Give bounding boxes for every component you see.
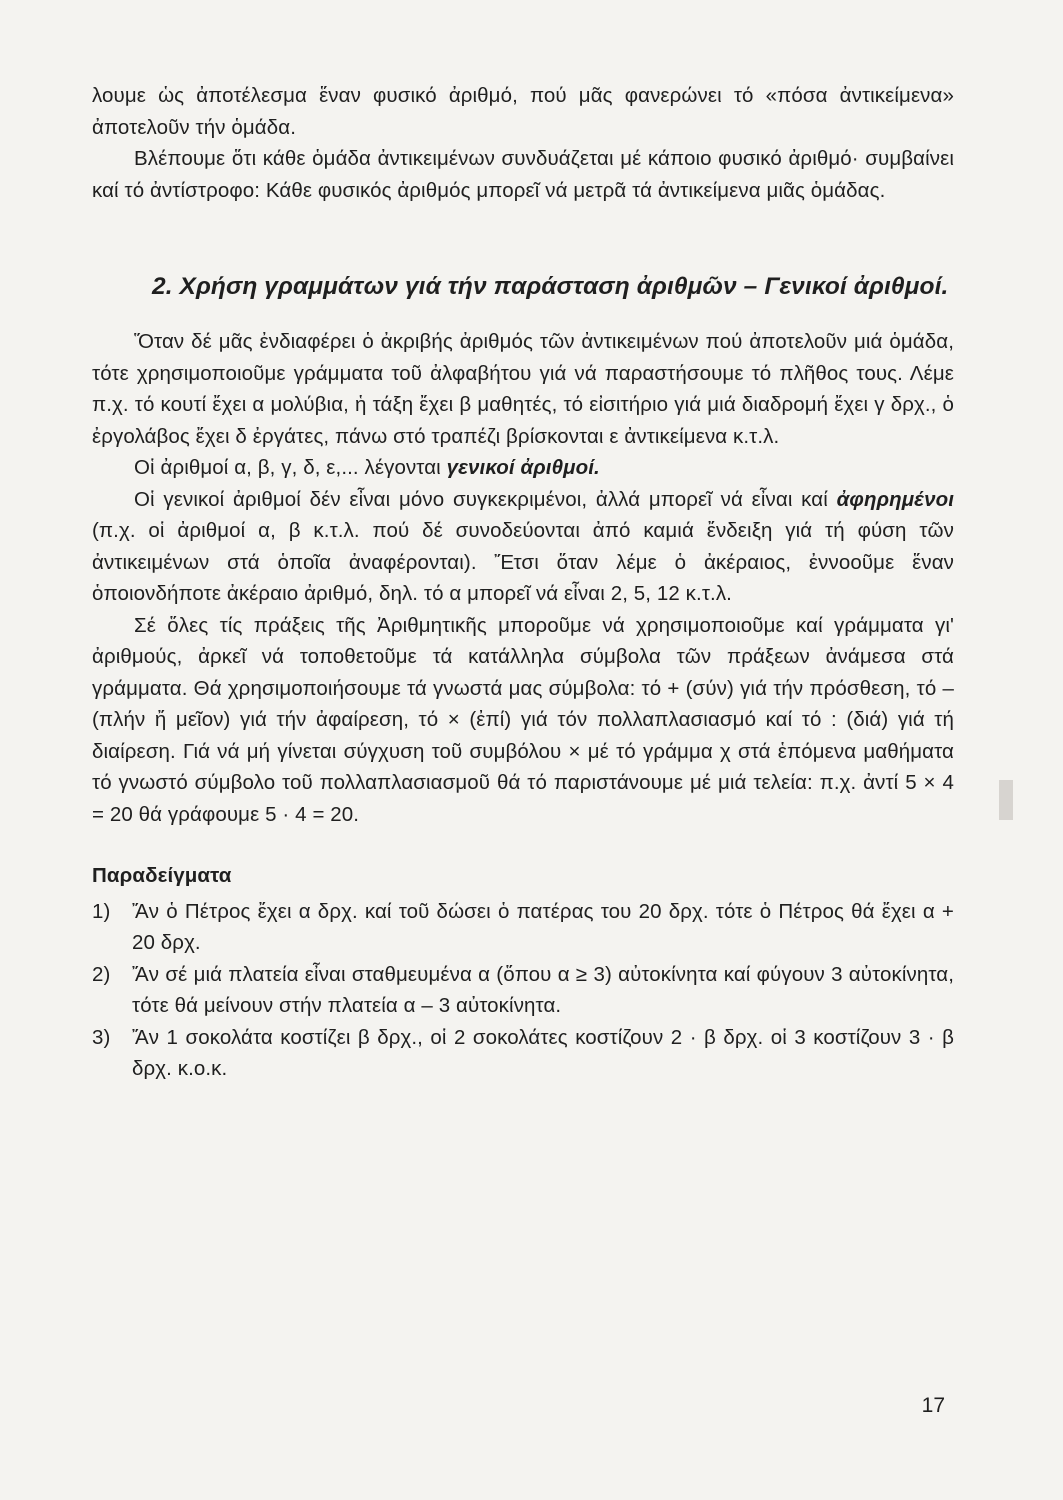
section-paragraph-1: Ὅταν δέ μᾶς ἐνδιαφέρει ὁ ἀκριβής ἀριθμός τῶν ἀντικειμένων πού ἀποτελοῦν μιά ὁμάδα, τότε χρησιμοποιοῦμε γράμματα τοῦ ἀλφαβήτου γιά νά παραστήσουμε τό πλῆθος τους. Λέμε π.χ. τό κουτί ἔχει α μολύβια, ἡ τάξη ἔχει β μαθητές, τό εἰσιτήριο γιά μιά διαδρομή ἔχει γ δρχ., ὁ ἐργολάβος ἔχει δ ἐργάτες, πάνω στό τραπέζι βρίσκονται ε ἀντικείμενα κ.τ.λ. [92,330,954,448]
paragraph-text: (π.χ. οἱ ἀριθμοί α, β κ.τ.λ. πού δέ συνοδεύονται ἀπό καμιά ἔνδειξη γιά τή φύση τῶν ἀντικειμένων στά ὁποῖα ἀναφέρονται). Ἔτσι ὅταν λέμε ὁ ἀκέραιος, ἐννοοῦμε ἕναν ὁποιονδήποτε ἀκέραιο ἀριθμό, δηλ. τό α μπορεῖ νά εἶναι 2, 5, 12 κ.τ.λ. [92,519,954,605]
item-text: Ἄν 1 σοκολάτα κοστίζει β δρχ., οἱ 2 σοκολάτες κοστίζουν 2 · β δρχ. οἱ 3 κοστίζουν 3 · β δρχ. κ.ο.κ. [132,1025,954,1080]
emphasis-term: ἀφηρημένοι [836,487,954,511]
section-paragraph-2 [92,452,954,484]
paragraph-text: Οἱ γενικοί ἀριθμοί δέν εἶναι μόνο συγκεκριμένοι, ἀλλά μπορεῖ νά εἶναι καί [134,487,837,511]
section-heading: 2. Χρήση γραμμάτων γιά τήν παράσταση ἀριθμῶν – Γενικοί ἀριθμοί. [152,273,949,300]
page-content [92,80,954,1085]
item-number: 1) [92,899,111,923]
intro-paragraph-1: λουμε ὡς ἀποτέλεσμα ἕναν φυσικό ἀριθμό, πού μᾶς φανερώνει τό «πόσα ἀντικείμενα» ἀποτελοῦν τήν ὁμάδα. [92,84,954,139]
list-item [92,1022,954,1085]
intro-paragraph-2: Βλέπουμε ὅτι κάθε ὁμάδα ἀντικειμένων συνδυάζεται μέ κάποιο φυσικό ἀριθμό· συμβαίνει καί τό ἀντίστροφο: Κάθε φυσικός ἀριθμός μπορεῖ νά μετρᾶ τά ἀντικείμενα μιᾶς ὁμάδας. [92,147,954,202]
paragraph-text: Οἱ ἀριθμοί α, β, γ, δ, ε,... λέγονται [134,456,447,479]
item-text: Ἄν ὁ Πέτρος ἔχει α δρχ. καί τοῦ δώσει ὁ πατέρας του 20 δρχ. τότε ὁ Πέτρος θά ἔχει α + 20 δρχ. [132,899,954,954]
section-paragraph-4: Σέ ὅλες τίς πράξεις τῆς Ἀριθμητικῆς μποροῦμε νά χρησιμοποιοῦμε καί γράμματα γι' ἀριθμούς, ἀρκεῖ νά τοποθετοῦμε τά κατάλληλα σύμβολα τῶν πράξεων ἀνάμεσα στά γράμματα. Θά χρησιμοποιήσουμε τά γνωστά μας σύμβολα: τό + (σύν) γιά τήν πρόσθεση, τό – (πλήν ἤ μεῖον) γιά τήν ἀφαίρεση, τό × (ἐπί) γιά τόν πολλαπλασιασμό καί τό : (διά) γιά τή διαίρεση. Γιά νά μή γίνεται σύγχυση τοῦ συμβόλου × μέ τό γράμμα χ στά ἑπόμενα μαθήματα τό γνωστό σύμβολο τοῦ πολλαπλασιασμοῦ θά τό παριστάνουμε μέ μιά τελεία: π.χ. ἀντί 5 × 4 = 20 θά γράφουμε 5 · 4 = 20. [92,613,954,826]
list-item [92,896,954,959]
page-edge-mark [999,780,1013,820]
list-item [92,959,954,1022]
item-text: Ἄν σέ μιά πλατεία εἶναι σταθμευμένα α (ὅπου α ≥ 3) αὐτοκίνητα καί φύγουν 3 αὐτοκίνητα, τότε θά μείνουν στήν πλατεία α – 3 αὐτοκίνητα. [132,962,954,1017]
page-number: 17 [921,1394,945,1417]
section-paragraph-3 [92,484,954,610]
emphasis-term: γενικοί ἀριθμοί. [446,456,600,479]
examples-title: Παραδείγματα [92,864,232,887]
examples-list [92,896,954,1085]
item-number: 3) [92,1025,111,1049]
item-number: 2) [92,962,111,986]
